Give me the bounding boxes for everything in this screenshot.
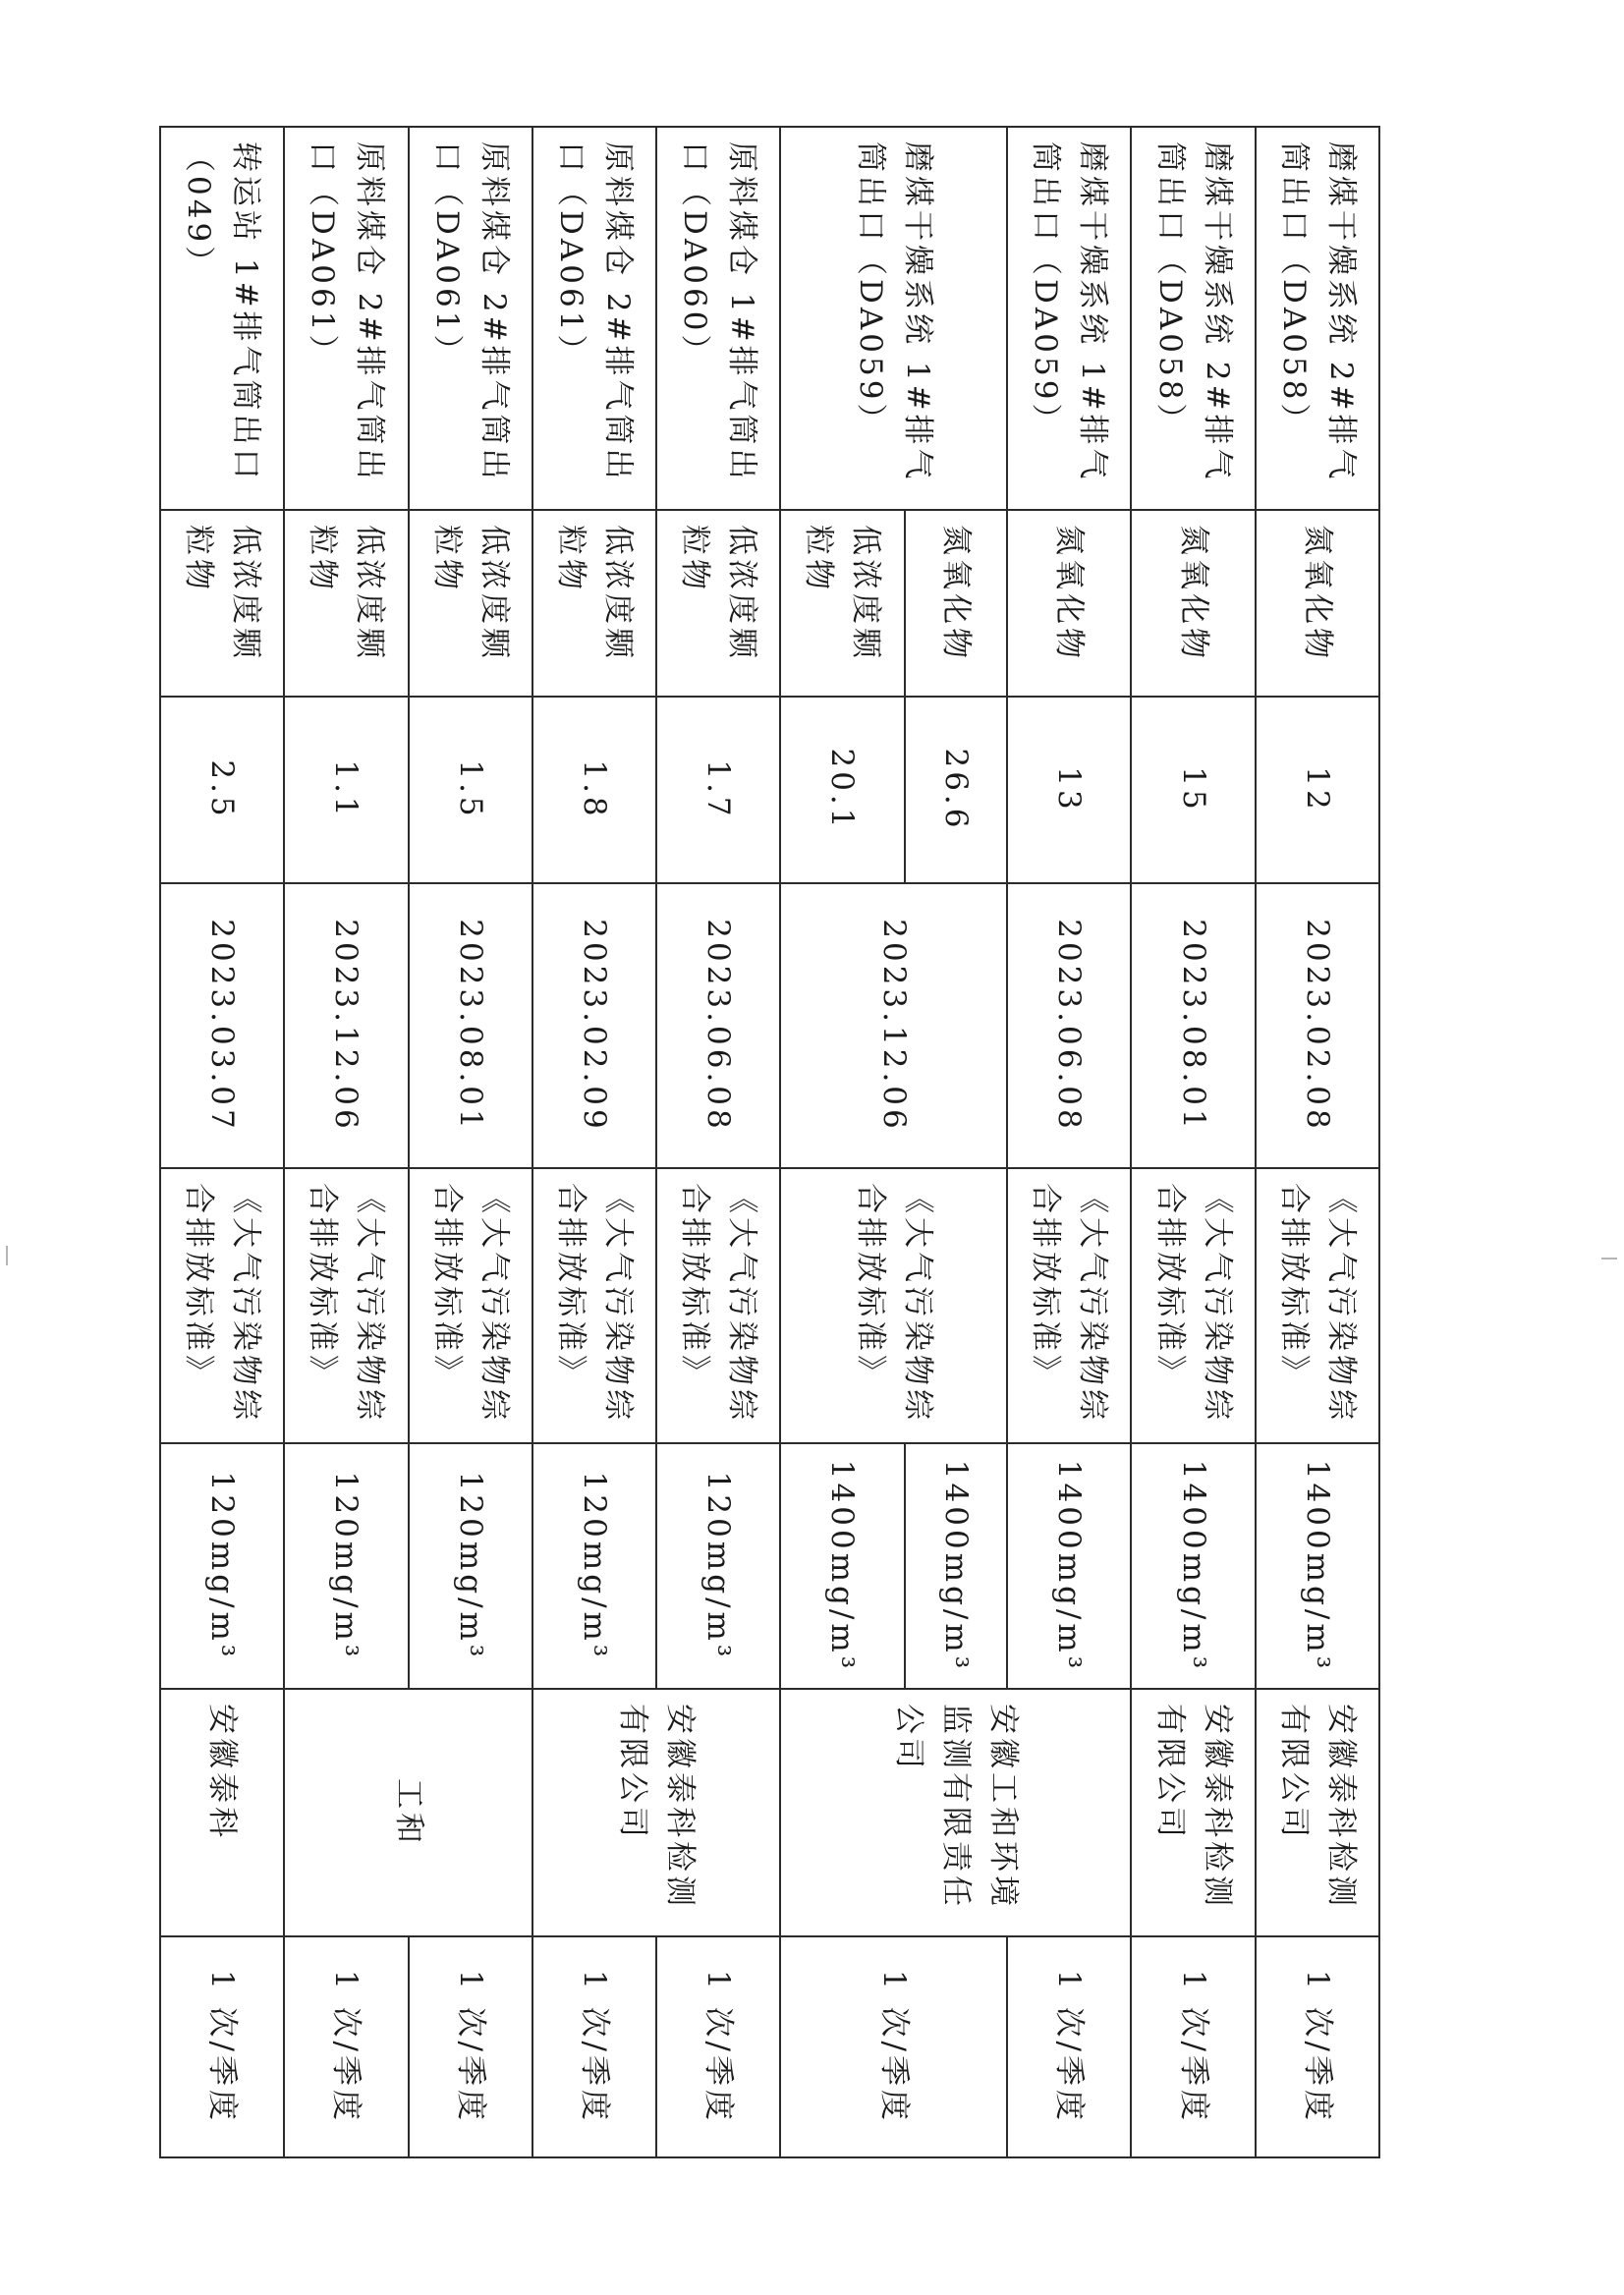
org-cell: 安徽泰科检测有限公司 xyxy=(532,1689,781,1936)
pollutant-cell: 低浓度颗粒物 xyxy=(656,510,780,697)
outlet-cell: 原料煤仓 2#排气筒出口（DA061） xyxy=(284,127,408,510)
pollutant-cell: 低浓度颗粒物 xyxy=(532,510,656,697)
value-cell: 26.6 xyxy=(905,697,1008,883)
scan-mark xyxy=(1601,1258,1617,1259)
frequency-cell: 1 次/季度 xyxy=(1132,1936,1256,2157)
limit-cell: 120mg/m³ xyxy=(656,1443,780,1689)
limit-cell: 120mg/m³ xyxy=(532,1443,656,1689)
frequency-cell: 1 次/季度 xyxy=(409,1936,532,2157)
date-cell: 2023.02.09 xyxy=(532,883,656,1168)
org-cell: 安徽工和环境监测有限责任公司 xyxy=(780,1689,1131,1936)
outlet-cell: 转运站 1#排气筒出口（049） xyxy=(160,127,284,510)
date-cell: 2023.03.07 xyxy=(160,883,284,1168)
date-cell: 2023.08.01 xyxy=(1132,883,1256,1168)
limit-cell: 120mg/m³ xyxy=(409,1443,532,1689)
limit-cell: 1400mg/m³ xyxy=(1256,1443,1379,1689)
value-cell: 2.5 xyxy=(160,697,284,883)
pollutant-cell: 低浓度颗粒物 xyxy=(160,510,284,697)
pollutant-cell: 氮氧化物 xyxy=(1007,510,1131,697)
outlet-cell: 原料煤仓 1#排气筒出口（DA060） xyxy=(656,127,780,510)
limit-cell: 1400mg/m³ xyxy=(780,1443,904,1689)
frequency-cell: 1 次/季度 xyxy=(1256,1936,1379,2157)
date-cell: 2023.02.08 xyxy=(1256,883,1379,1168)
table-row xyxy=(1256,127,1379,2157)
value-cell: 1.7 xyxy=(656,697,780,883)
frequency-cell: 1 次/季度 xyxy=(780,1936,1007,2157)
monitoring-table xyxy=(159,126,1380,2158)
table-row xyxy=(409,127,532,2157)
pollutant-cell: 低浓度颗粒物 xyxy=(284,510,408,697)
outlet-cell: 磨煤干燥系统 1#排气筒出口（DA059） xyxy=(1007,127,1131,510)
table-row xyxy=(1132,127,1256,2157)
pollutant-cell: 氮氧化物 xyxy=(1132,510,1256,697)
outlet-cell: 磨煤干燥系统 2#排气筒出口（DA058） xyxy=(1256,127,1379,510)
table-row xyxy=(656,127,780,2157)
value-cell: 12 xyxy=(1256,697,1379,883)
standard-cell: 《大气污染物综合排放标准》 xyxy=(1256,1168,1379,1443)
limit-cell: 1400mg/m³ xyxy=(905,1443,1008,1689)
outlet-cell: 磨煤干燥系统 1#排气筒出口（DA059） xyxy=(780,127,1007,510)
org-cell: 安徽泰科 xyxy=(160,1689,284,1936)
standard-cell: 《大气污染物综合排放标准》 xyxy=(1007,1168,1131,1443)
limit-cell: 120mg/m³ xyxy=(284,1443,408,1689)
org-cell: 安徽泰科检测有限公司 xyxy=(1132,1689,1256,1936)
standard-cell: 《大气污染物综合排放标准》 xyxy=(656,1168,780,1443)
table-row xyxy=(160,127,284,2157)
table-row xyxy=(1007,127,1131,2157)
rotated-table-wrapper xyxy=(159,126,1380,2156)
standard-cell: 《大气污染物综合排放标准》 xyxy=(532,1168,656,1443)
frequency-cell: 1 次/季度 xyxy=(1007,1936,1131,2157)
date-cell: 2023.12.06 xyxy=(780,883,1007,1168)
frequency-cell: 1 次/季度 xyxy=(284,1936,408,2157)
standard-cell: 《大气污染物综合排放标准》 xyxy=(1132,1168,1256,1443)
org-cell: 安徽泰科检测有限公司 xyxy=(1256,1689,1379,1936)
outlet-cell: 原料煤仓 2#排气筒出口（DA061） xyxy=(409,127,532,510)
value-cell: 15 xyxy=(1132,697,1256,883)
frequency-cell: 1 次/季度 xyxy=(656,1936,780,2157)
value-cell: 1.5 xyxy=(409,697,532,883)
pollutant-cell: 低浓度颗粒物 xyxy=(780,510,904,697)
limit-cell: 120mg/m³ xyxy=(160,1443,284,1689)
date-cell: 2023.08.01 xyxy=(409,883,532,1168)
frequency-cell: 1 次/季度 xyxy=(160,1936,284,2157)
standard-cell: 《大气污染物综合排放标准》 xyxy=(284,1168,408,1443)
value-cell: 1.8 xyxy=(532,697,656,883)
outlet-cell: 原料煤仓 2#排气筒出口（DA061） xyxy=(532,127,656,510)
value-cell: 1.1 xyxy=(284,697,408,883)
standard-cell: 《大气污染物综合排放标准》 xyxy=(160,1168,284,1443)
scan-mark xyxy=(6,1246,8,1265)
standard-cell: 《大气污染物综合排放标准》 xyxy=(780,1168,1007,1443)
value-cell: 20.1 xyxy=(780,697,904,883)
pollutant-cell: 氮氧化物 xyxy=(1256,510,1379,697)
org-cell: 工和 xyxy=(284,1689,532,1936)
limit-cell: 1400mg/m³ xyxy=(1007,1443,1131,1689)
standard-cell: 《大气污染物综合排放标准》 xyxy=(409,1168,532,1443)
frequency-cell: 1 次/季度 xyxy=(532,1936,656,2157)
value-cell: 13 xyxy=(1007,697,1131,883)
pollutant-cell: 氮氧化物 xyxy=(905,510,1008,697)
limit-cell: 1400mg/m³ xyxy=(1132,1443,1256,1689)
pollutant-cell: 低浓度颗粒物 xyxy=(409,510,532,697)
date-cell: 2023.06.08 xyxy=(1007,883,1131,1168)
date-cell: 2023.12.06 xyxy=(284,883,408,1168)
date-cell: 2023.06.08 xyxy=(656,883,780,1168)
outlet-cell: 磨煤干燥系统 2#排气筒出口（DA058） xyxy=(1132,127,1256,510)
